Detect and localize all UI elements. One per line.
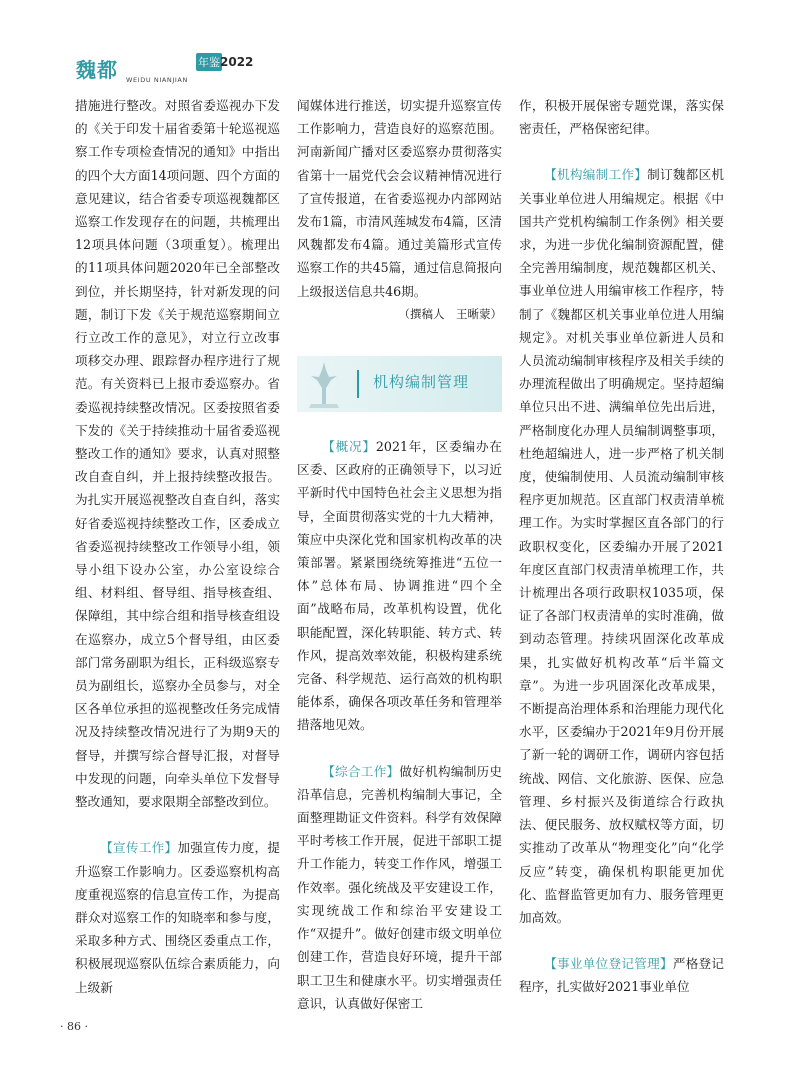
text-column-2 xyxy=(297,94,502,1015)
section-keyword: 【概况】 xyxy=(322,439,376,455)
author-credit: （撰稿人 王晰蒙） xyxy=(398,306,502,321)
paragraph xyxy=(519,163,724,929)
text-column-3 xyxy=(519,94,724,999)
section-keyword: 【事业单位登记管理】 xyxy=(544,956,673,972)
text-column-1 xyxy=(75,94,280,999)
paragraph-text: 做好机构编制历史沿革信息，完善机构编制大事记，全面整理勘证文件资料。科学有效保障平时考核工作开展，促进干部职工提升工作能力，转变工作作风，增强工作效率。强化统战及平安建设工作，实现统战工作和综治平安建设工作“双提升”。做好创建市级文明单位创建工作，营造良好环境，提升干部职工卫生和健康水平。切实增强责任意识，认真做好保密工 xyxy=(297,763,503,1011)
paragraph-text: 严格登记程序，扎实做好2021事业单位 xyxy=(519,956,725,995)
page-header xyxy=(72,40,272,84)
section-keyword: 【机构编制工作】 xyxy=(544,167,648,183)
section-banner xyxy=(297,356,502,412)
yearbook-year: 2022 xyxy=(220,55,254,69)
paragraph xyxy=(297,435,502,737)
paragraph: 作，积极开展保密专题党课，落实保密责任，严格保密纪律。 xyxy=(519,98,724,137)
paragraph-text: 加强宣传力度，提升巡察工作影响力。区委巡察机构高度重视巡察的信息宣传工作，为提高群众对巡察工作的知晓率和参与度，采取多种方式、围绕区委重点工作，积极展现巡察队伍综合素质能力，向上级新 xyxy=(75,840,281,995)
page-number: · 86 · xyxy=(60,1020,88,1033)
yearbook-logo: 魏都 xyxy=(76,58,118,82)
section-title: 机构编制管理 xyxy=(373,373,470,392)
paragraph: 闻媒体进行推送，切实提升巡察宣传工作影响力，营造良好的巡察范围。河南新闻广播对区委巡察办贯彻落实省第十一届党代会会议精神情况进行了宣传报道，在省委巡视办内部网站发布1篇，市清风莲城发布4篇，区清风魏都发布4篇。通过美篇形式宣传巡察工作的共45篇，通过信息简报向上级报送信息共46期。 xyxy=(297,98,502,299)
section-keyword: 【综合工作】 xyxy=(322,763,400,779)
yearbook-badge: 年鉴 xyxy=(196,53,222,71)
statue-icon xyxy=(301,358,347,410)
yearbook-subtitle: WEIDU NIANJIAN xyxy=(126,76,188,84)
paragraph: 措施进行整改。对照省委巡视办下发的《关于印发十届省委第十轮巡视巡察工作专项检查情况的通知》中指出的四个大方面14项问题、四个方面的意见建议，结合省委专项巡视魏都区巡察工作发现存在的问题，共梳理出12项具体问题（3项重复）。梳理出的11项具体问题2020年已全部整改到位，并长期坚持，针对新发现的问题，制订下发《关于规范巡察期间立行立改工作的意见》，对立行立改事项移交办理、跟踪督办程序进行了规范。有关资料已上报市委巡察办。省委巡视持续整改情况。区委按照省委下发的《关于持续推动十届省委巡视整改工作的通知》要求，认真对照整改自查自纠，并上报持续整改报告。为扎实开展巡视整改自查自纠，落实好省委巡视持续整改工作，区委成立省委巡视持续整改工作领导小组，领导小组下设办公室，办公室设综合组、材料组、督导组、指导核查组、保障组，其中综合组和指导核查组设在巡察办，成立5个督导组，由区委部门常务副职为组长，正科级巡察专员为副组长，巡察办全员参与，对全区各单位承担的巡视整改任务完成情况及持续整改情况进行了为期9天的督导，并撰写综合督导汇报，对督导中发现的问题，向牵头单位下发督导整改通知，要求限期全部整改到位。 xyxy=(75,98,280,810)
paragraph xyxy=(75,836,280,998)
paragraph-text: 2021年，区委编办在区委、区政府的正确领导下，以习近平新时代中国特色社会主义思想为指导，全面贯彻落实党的十九大精神，策应中央深化党和国家机构改革的决策部署。紧紧围绕统筹推进“五位一体”总体布局、协调推进“四个全面”战略布局，改革机构设置，优化职能配置，深化转职能、转方式、转作风，提高效率效能，积极构建系统完备、科学规范、运行高效的机构职能体系，确保各项改革任务和管理举措落地见效。 xyxy=(297,439,502,733)
paragraph xyxy=(297,760,502,1015)
paragraph-text: 制订魏都区机关事业单位进人用编规定。根据《中国共产党机构编制工作条例》相关要求，为进一步优化编制资源配置，健全完善用编制度，规范魏都区机关、事业单位进人用编审核工作程序，特制了《魏都区机关事业单位进人用编规定》。对机关事业单位新进人员和人员流动编制审核程序及相关手续的办理流程做出了明确规定。坚持超编单位只出不进、满编单位先出后进，严格制度化办理人员编制调整事项，杜绝超编进人，进一步严格了机关制度，使编制使用、人员流动编制审核程序更加规范。区直部门权责清单梳理工作。为实时掌握区直各部门的行政职权变化，区委编办开展了2021年度区直部门权责清单梳理工作，共计梳理出各项行政职权1035项，保证了各部门权责清单的实时准确，做到动态管理。持续巩固深化改革成果，扎实做好机构改革“后半篇文章”。为进一步巩固深化改革成果，不断提高治理体系和治理能力现代化水平，区委编办于2021年9月份开展了新一轮的调研工作，调研内容包括统战、网信、文化旅游、医保、应急管理、乡村振兴及街道综合行政执法、便民服务、放权赋权等方面，切实推动了改革从“物理变化”向“化学反应”转变，确保机构职能更加优化、监督监管更加有力、服务管理更加高效。 xyxy=(519,167,725,925)
paragraph xyxy=(519,952,724,998)
banner-divider xyxy=(357,370,359,398)
section-keyword: 【宣传工作】 xyxy=(100,840,178,856)
